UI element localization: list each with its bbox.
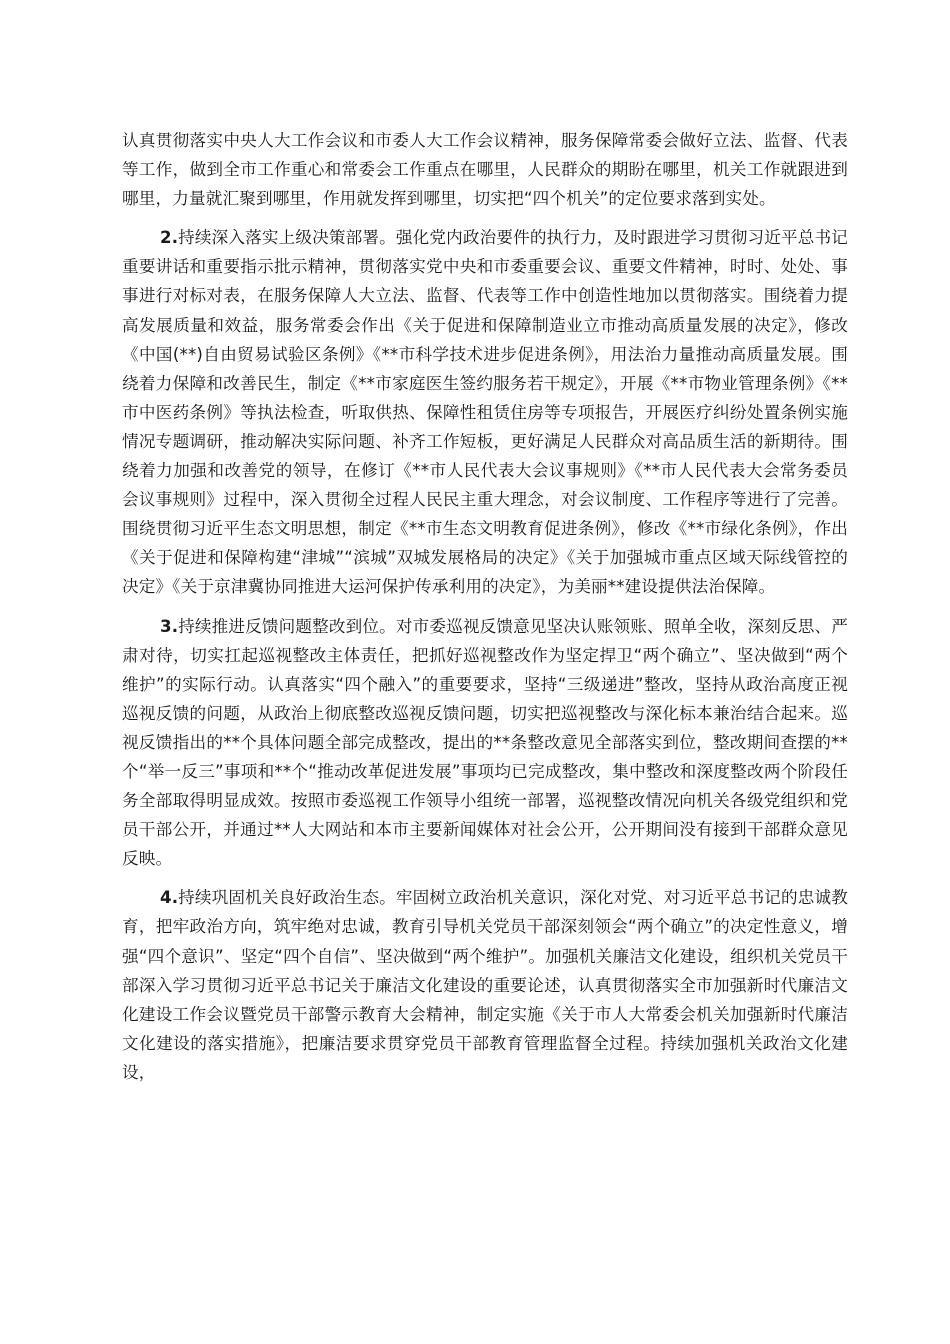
paragraph-number: 2. <box>160 228 179 248</box>
paragraph-text: 持续推进反馈问题整改到位。对市委巡视反馈意见坚决认账领账、照单全收，深刻反思、严肃对待，切实扛起巡视整改主体责任，把抓好巡视整改作为坚定捍卫“两个确立”、坚决做到“两个维护”的实际行动。认真落实“四个融入”的重要要求，坚持“三级递进”整改，坚持从政治高度正视巡视反馈的问题，从政治上彻底整改巡视反馈问题，切实把巡视整改与深化标本兼治结合起来。巡视反馈指出的**个具体问题全部完成整改，提出的**条整改意见全部落实到位，整改期间查摆的**个“举一反三”事项和**个“推动改革促进发展”事项均已完成整改，集中整改和深度整改两个阶段任务全部取得明显成效。按照市委巡视工作领导小组统一部署，巡视整改情况向机关各级党组织和党员干部公开，并通过**人大网站和本市主要新闻媒体对社会公开，公开期间没有接到干部群众意见反映。 <box>122 616 848 869</box>
document-body <box>122 126 848 1097</box>
paragraph-number: 3. <box>160 616 179 636</box>
paragraph-text: 持续巩固机关良好政治生态。牢固树立政治机关意识，深化对党、对习近平总书记的忠诚教育，把牢政治方向，筑牢绝对忠诚，教育引导机关党员干部深刻领会“两个确立”的决定性意义，增强“四个意识”、坚定“四个自信”、坚决做到“两个维护”。加强机关廉洁文化建设，组织机关党员干部深入学习贯彻习近平总书记关于廉洁文化建设的重要论述，认真贯彻落实全市加强新时代廉洁文化建设工作会议暨党员干部警示教育大会精神，制定实施《关于市人大常委会机关加强新时代廉洁文化建设的落实措施》，把廉洁要求贯穿党员干部教育管理监督全过程。持续加强机关政治文化建设， <box>122 888 848 1082</box>
paragraph-text: 认真贯彻落实中央人大工作会议和市委人大工作会议精神，服务保障常委会做好立法、监督、代表等工作，做到全市工作重心和常委会工作重点在哪里，人民群众的期盼在哪里，机关工作就跟进到哪里，力量就汇聚到哪里，作用就发挥到哪里，切实把“四个机关”的定位要求落到实处。 <box>122 131 848 209</box>
paragraph-4 <box>122 883 848 1087</box>
paragraph-2 <box>122 223 848 601</box>
paragraph-intro <box>122 126 848 213</box>
paragraph-text: 持续深入落实上级决策部署。强化党内政治要件的执行力，及时跟进学习贯彻习近平总书记重要讲话和重要指示批示精神，贯彻落实党中央和市委重要会议、重要文件精神，时时、处处、事事进行对标对表，在服务保障人大立法、监督、代表等工作中创造性地加以贯彻落实。围绕着力提高发展质量和效益，服务常委会作出《关于促进和保障制造业立市推动高质量发展的决定》，修改《中国(**)自由贸易试验区条例》《**市科学技术进步促进条例》，用法治力量推动高质量发展。围绕着力保障和改善民生，制定《**市家庭医生签约服务若干规定》，开展《**市物业管理条例》《**市中医药条例》等执法检查，听取供热、保障性租赁住房等专项报告，开展医疗纠纷处置条例实施情况专题调研，推动解决实际问题、补齐工作短板，更好满足人民群众对高品质生活的新期待。围绕着力加强和改善党的领导，在修订《**市人民代表大会议事规则》《**市人民代表大会常务委员会议事规则》过程中，深入贯彻全过程人民民主重大理念，对会议制度、工作程序等进行了完善。围绕贯彻习近平生态文明思想，制定《**市生态文明教育促进条例》，修改《**市绿化条例》，作出《关于促进和保障构建“津城”“滨城”双城发展格局的决定》《关于加强城市重点区域天际线管控的决定》《关于京津冀协同推进大运河保护传承利用的决定》，为美丽**建设提供法治保障。 <box>122 228 848 597</box>
paragraph-3 <box>122 612 848 874</box>
paragraph-number: 4. <box>160 888 179 908</box>
